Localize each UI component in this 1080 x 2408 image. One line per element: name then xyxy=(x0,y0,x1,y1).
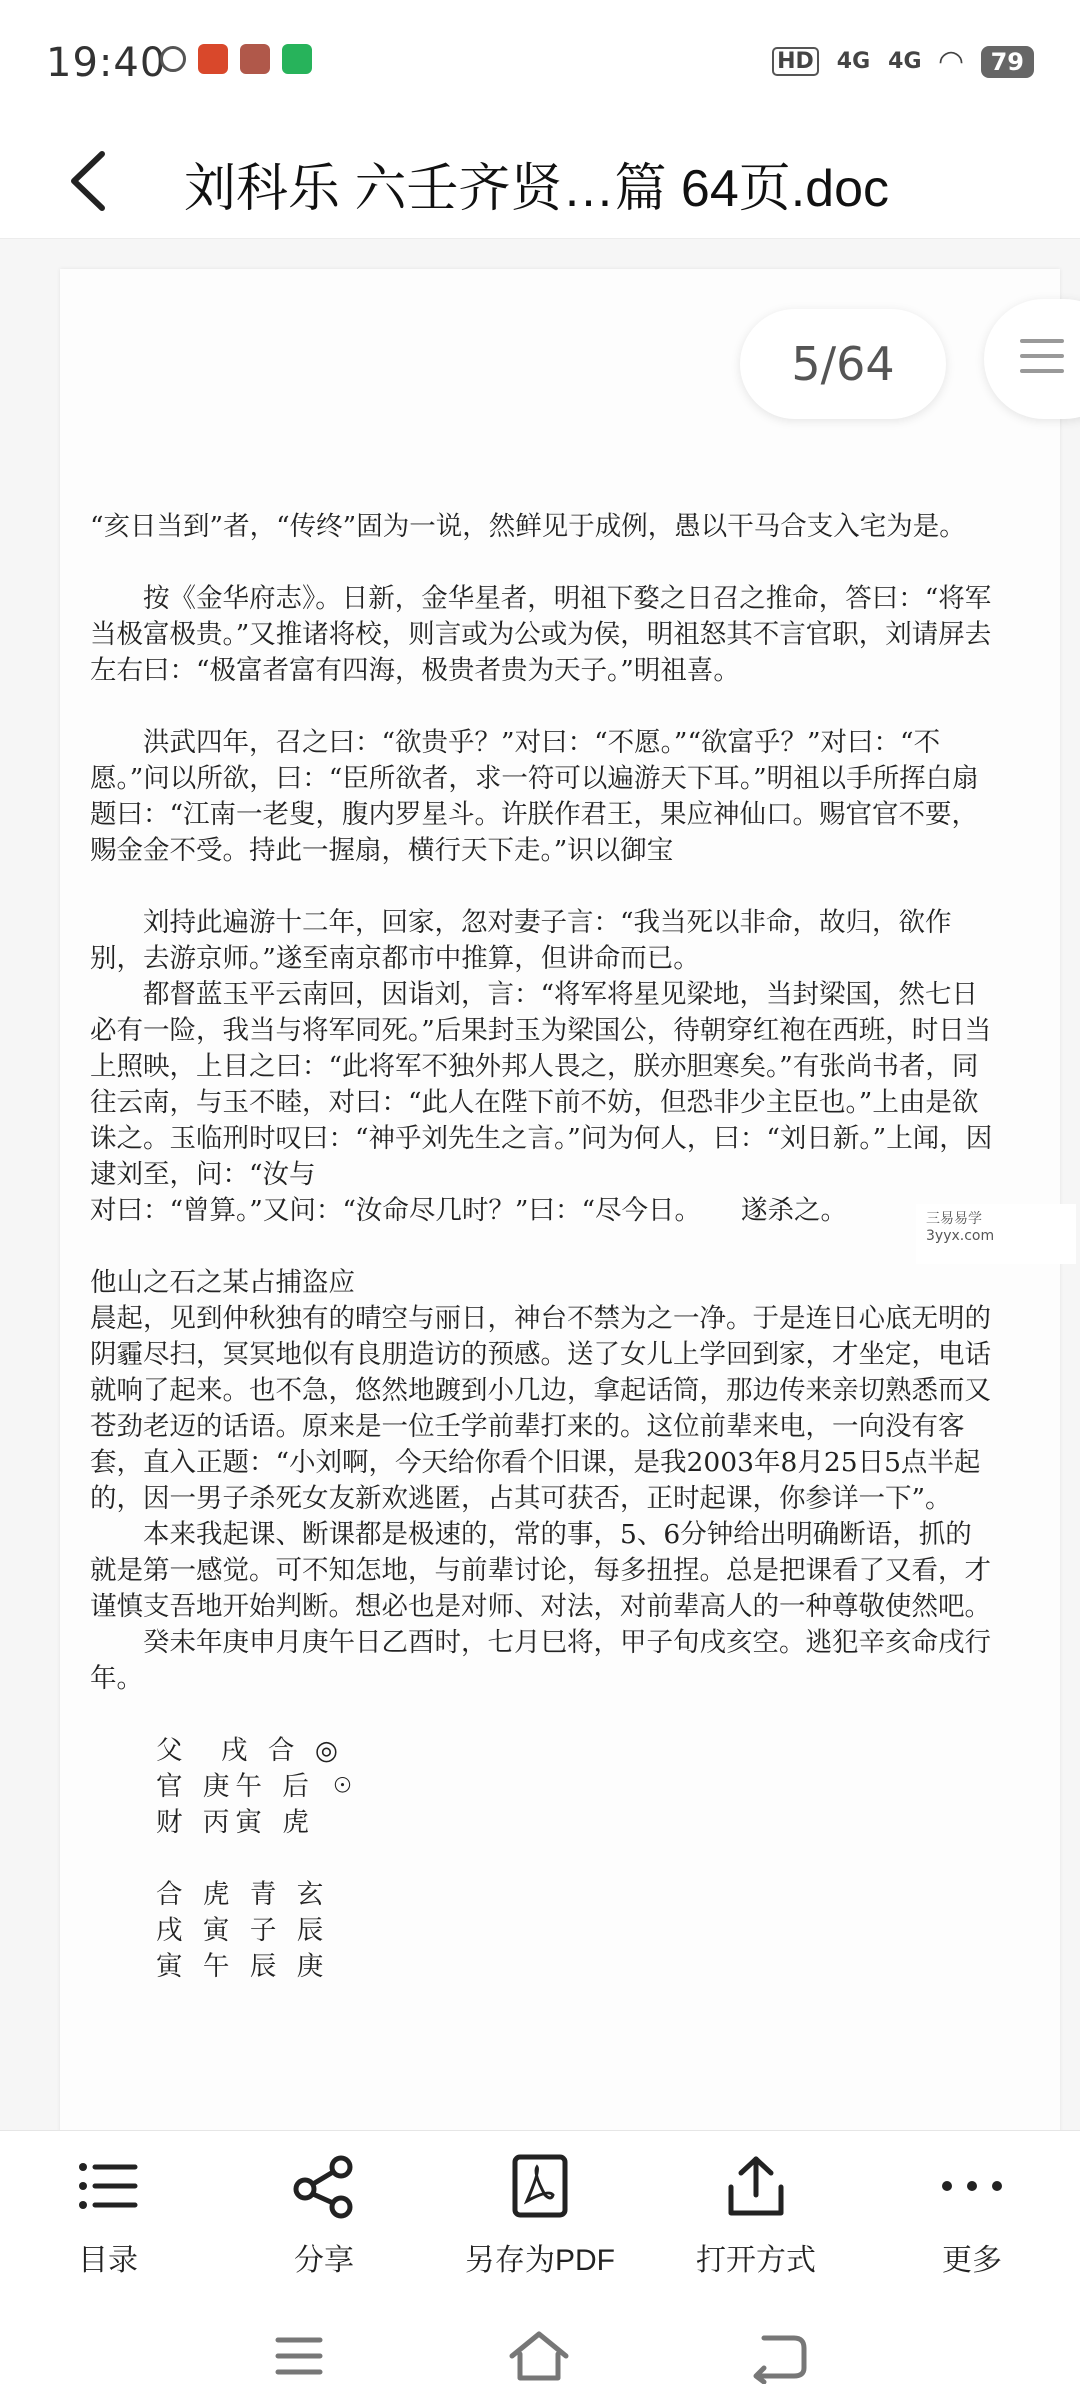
status-bar xyxy=(0,0,1080,128)
signal-sim2: 4G xyxy=(888,49,922,74)
document-page xyxy=(60,269,1060,2130)
bottom-toolbar xyxy=(0,2130,1080,2301)
app-icon-brown xyxy=(240,44,270,74)
chart-line: 父 戌 合 ◎ xyxy=(156,1735,344,1766)
lesson-line: 戌 寅 子 辰 xyxy=(156,1915,330,1946)
system-nav-bar xyxy=(0,2300,1080,2408)
hd-indicator: HD xyxy=(772,47,819,76)
paragraph: 晨起，见到仲秋独有的晴空与丽日，神台不禁为之一净。于是连日心底无明的阴霾尽扫，冥冥地似有良朋造访的预感。送了女儿上学回到家，才坐定，电话就响了起来。也不急，悠然地踱到小几边，拿起话筒，那边传来亲切熟悉而又苍劲老迈的话语。原来是一位壬学前辈打来的。这位前辈来电，一向没有客套，直入正题：“小刘啊，今天给你看个旧课，是我2003年8月25日5点半起的，因一男子杀死女友新欢逃匿，占其可获否，正时起课，你参详一下”。 xyxy=(90,1303,991,1514)
notification-icons xyxy=(160,44,312,74)
more-label: 更多 xyxy=(942,2244,1002,2277)
back-arrow-icon[interactable] xyxy=(62,146,122,216)
save-as-pdf-button[interactable] xyxy=(440,2131,640,2301)
status-right xyxy=(772,44,1034,79)
app-icon-red xyxy=(198,44,228,74)
back-nav-icon[interactable] xyxy=(744,2328,814,2384)
share-label: 分享 xyxy=(294,2244,354,2277)
link-icon xyxy=(160,46,186,72)
toc-label: 目录 xyxy=(78,2244,138,2277)
upload-share-icon xyxy=(721,2151,791,2221)
app-bar xyxy=(0,128,1080,239)
more-dots-icon xyxy=(937,2151,1007,2221)
section-heading: 他山之石之某占捕盗应 xyxy=(90,1267,355,1298)
lesson-line: 合 虎 青 玄 xyxy=(156,1879,330,1910)
paragraph: 按《金华府志》。日新，金华星者，明祖下婺之日召之推命，答曰：“将军当极富极贵。”又推诸将校，则言或为公或为侯，明祖怒其不言官职，刘请屏去左右曰：“极富者富有四海，极贵者贵为天子。”明祖喜。 xyxy=(90,583,992,686)
document-title: 刘科乐 六壬齐贤…篇 64页.doc xyxy=(184,160,890,218)
app-icon-green xyxy=(282,44,312,74)
more-button[interactable] xyxy=(872,2131,1072,2301)
watermark xyxy=(916,1204,1076,1264)
watermark-url: 3yyx.com xyxy=(926,1228,995,1244)
paragraph-fragment: 遂杀之。 xyxy=(741,1195,847,1226)
save-as-pdf-label: 另存为PDF xyxy=(465,2244,615,2277)
paragraph: 刘持此遍游十二年，回家，忽对妻子言：“我当死以非命，故归，欲作别，去游京师。”遂至南京都市中推算，但讲命而已。 xyxy=(90,907,952,974)
paragraph-fragment: 对曰：“曾算。”又问：“汝命尽几时？”曰：“尽今日。 xyxy=(90,1195,701,1226)
wifi-icon: ◠ xyxy=(939,44,963,79)
pdf-icon xyxy=(505,2151,575,2221)
battery-indicator: 79 xyxy=(981,46,1034,78)
home-icon[interactable] xyxy=(504,2328,574,2384)
page-indicator: 5/64 xyxy=(740,309,946,419)
status-time: 19:40 xyxy=(46,40,167,86)
share-button[interactable] xyxy=(224,2131,424,2301)
toc-button[interactable] xyxy=(8,2131,208,2301)
open-with-button[interactable] xyxy=(656,2131,856,2301)
paragraph: 洪武四年，召之曰：“欲贵乎？”对曰：“不愿。”“欲富乎？”对曰：“不愿。”问以所欲，曰：“臣所欲者，求一符可以遍游天下耳。”明祖以手所挥白扇题曰：“江南一老叟，腹内罗星斗。许朕作君王，果应神仙口。赐官官不要，赐金金不受。持此一握扇，横行天下走。”识以御宝 xyxy=(90,727,979,866)
paragraph: 都督蓝玉平云南回，因诣刘，言：“将军将星见梁地，当封梁国，然七日必有一险，我当与将军同死。”后果封玉为梁国公，待朝穿红袍在西班，时日当上照映，上目之曰：“此将军不独外邦人畏之，朕亦胆寒矣。”有张尚书者，同往云南，与玉不睦，对曰：“此人在陛下前不妨，但恐非少主臣也。”上由是欲诛之。玉临刑时叹曰：“神乎刘先生之言。”问为何人，曰：“刘日新。”上闻，因逮刘至，问：“汝与 xyxy=(90,979,993,1190)
share-icon xyxy=(289,2151,359,2221)
list-icon xyxy=(73,2151,143,2221)
page-text xyxy=(90,509,996,1985)
paragraph: “亥日当到”者，“传终”固为一说，然鲜见于成例，愚以干马合支入宅为是。 xyxy=(90,511,966,542)
paragraph: 癸未年庚申月庚午日乙酉时，七月巳将，甲子旬戌亥空。逃犯辛亥命戌行年。 xyxy=(90,1627,991,1694)
document-viewer[interactable] xyxy=(0,239,1080,2130)
lesson-line: 寅 午 辰 庚 xyxy=(156,1951,330,1982)
recent-apps-icon[interactable] xyxy=(264,2328,334,2384)
signal-sim1: 4G xyxy=(836,49,871,74)
watermark-text: 三易易学 xyxy=(926,1211,982,1227)
paragraph-continued xyxy=(90,1193,996,1229)
chart-line: 财 丙寅 虎 xyxy=(156,1807,315,1838)
open-with-label: 打开方式 xyxy=(696,2244,816,2277)
chart-line: 官 庚午 后 ☉ xyxy=(156,1771,362,1802)
paragraph: 本来我起课、断课都是极速的，常的事，5、6分钟给出明确断语，抓的就是第一感觉。可不知怎地，与前辈讨论，每多扭捏。总是把课看了又看，才谨慎支吾地开始判断。想必也是对师、对法，对前辈高人的一种尊敬使然吧。 xyxy=(90,1519,991,1622)
menu-lines-icon xyxy=(1020,339,1064,384)
